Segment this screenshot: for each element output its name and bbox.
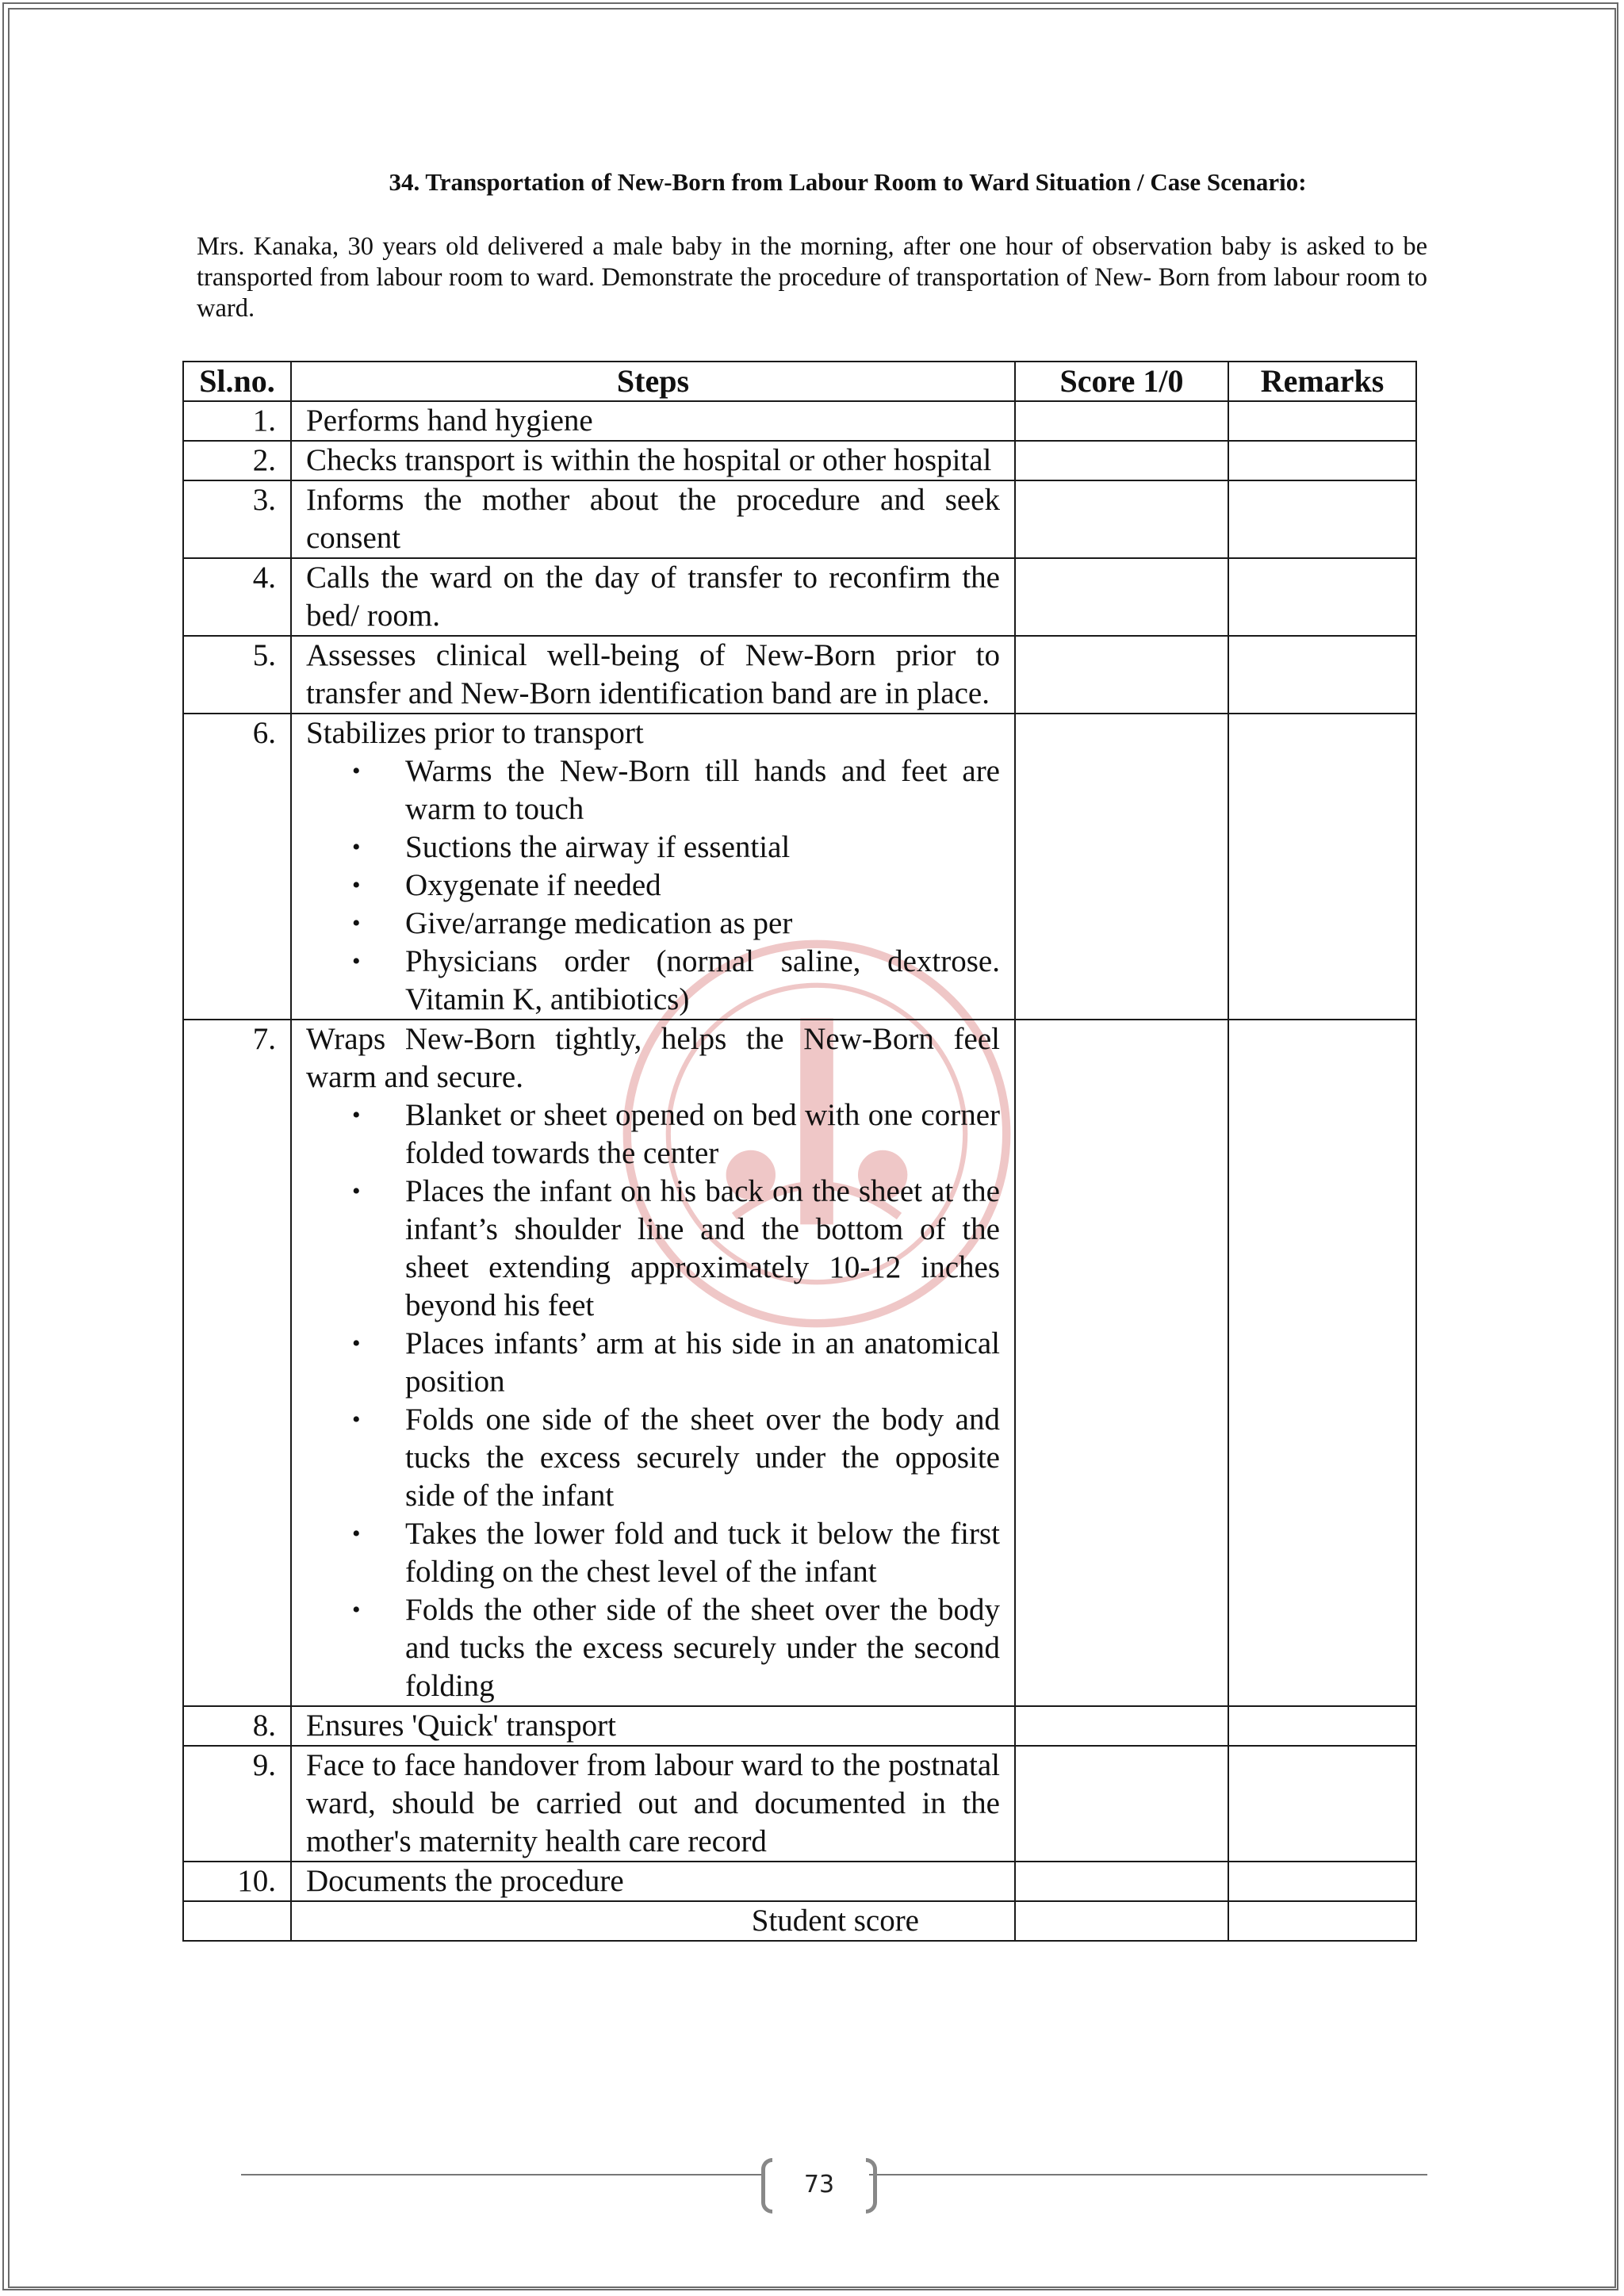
bullet-text: Places infants’ arm at his side in an anatomical position [405, 1326, 1000, 1399]
step-number: 2. [183, 441, 291, 480]
step-text: Ensures 'Quick' transport [306, 1709, 616, 1743]
footer-rule-left [241, 2174, 764, 2175]
step-number: 9. [183, 1746, 291, 1862]
step-cell [291, 714, 1015, 1020]
step-bullet-item [306, 867, 1000, 905]
bullet-text: Suctions the airway if essential [405, 830, 791, 864]
bullet-icon: • [352, 1178, 361, 1204]
empty-num-cell [183, 1901, 291, 1941]
remarks-cell [1228, 1746, 1416, 1862]
step-cell [291, 636, 1015, 714]
step-bullet-item [306, 943, 1000, 1019]
page-number: 73 [803, 2171, 835, 2198]
step-cell [291, 1746, 1015, 1862]
step-number: 6. [183, 714, 291, 1020]
score-cell [1015, 1020, 1228, 1706]
case-scenario-text: Mrs. Kanaka, 30 years old delivered a male baby in the morning, after one hour of observation baby is asked to be transported from labour room to ward. Demonstrate the procedure of transportation of New- Born from labour room to ward. [197, 232, 1427, 323]
table-row [183, 1746, 1416, 1862]
step-number: 1. [183, 401, 291, 441]
score-cell [1015, 1706, 1228, 1746]
step-text: Calls the ward on the day of transfer to reconfirm the bed/ room. [306, 561, 1000, 633]
student-score-remarks [1228, 1901, 1416, 1941]
bullet-text: Folds one side of the sheet over the body and tucks the excess securely under the opposite side of the infant [405, 1402, 1000, 1513]
remarks-cell [1228, 1020, 1416, 1706]
bullet-text: Blanket or sheet opened on bed with one corner folded towards the center [405, 1098, 1000, 1170]
step-bullet-item [306, 1591, 1000, 1705]
student-score-label: Student score [291, 1901, 1015, 1941]
header-score: Score 1/0 [1015, 362, 1228, 401]
step-cell [291, 401, 1015, 441]
page-title: 34. Transportation of New-Born from Labour Room to Ward Situation / Case Scenario: [389, 168, 1307, 196]
remarks-cell [1228, 441, 1416, 480]
step-bullet-item [306, 1515, 1000, 1591]
score-cell [1015, 1862, 1228, 1901]
bullet-text: Oxygenate if needed [405, 868, 661, 902]
bullet-icon: • [352, 872, 361, 898]
table-row [183, 441, 1416, 480]
bullet-text: Warms the New-Born till hands and feet are warm to touch [405, 754, 1000, 826]
bullet-text: Physicians order (normal saline, dextrose. Vitamin K, antibiotics) [405, 944, 1000, 1016]
step-bullet-list [306, 1096, 1000, 1705]
step-text: Stabilizes prior to transport [306, 716, 644, 750]
step-bullet-item [306, 752, 1000, 828]
table-row [183, 558, 1416, 636]
step-bullet-item [306, 1401, 1000, 1515]
bullet-icon: • [352, 948, 361, 974]
step-cell [291, 1706, 1015, 1746]
bullet-icon: • [352, 1597, 361, 1623]
bullet-icon: • [352, 1102, 361, 1128]
bullet-text: Give/arrange medication as per [405, 906, 793, 940]
bullet-text: Folds the other side of the sheet over the body and tucks the excess securely under the second folding [405, 1593, 1000, 1703]
step-bullet-item [306, 828, 1000, 867]
footer-rule-right [869, 2174, 1427, 2175]
step-text: Documents the procedure [306, 1864, 624, 1898]
remarks-cell [1228, 714, 1416, 1020]
table-row [183, 401, 1416, 441]
assessment-table [182, 361, 1417, 1942]
step-text: Wraps New-Born tightly, helps the New-Born feel warm and secure. [306, 1022, 1000, 1094]
student-score-row [183, 1901, 1416, 1941]
step-number: 10. [183, 1862, 291, 1901]
step-text: Performs hand hygiene [306, 404, 593, 438]
score-cell [1015, 401, 1228, 441]
bullet-text: Takes the lower fold and tuck it below the first folding on the chest level of the infant [405, 1517, 1000, 1589]
step-bullet-item [306, 1173, 1000, 1325]
bullet-icon: • [352, 910, 361, 936]
table-header-row [183, 362, 1416, 401]
step-text: Checks transport is within the hospital or other hospital [306, 443, 992, 477]
score-cell [1015, 1746, 1228, 1862]
score-cell [1015, 636, 1228, 714]
step-bullet-item [306, 905, 1000, 943]
step-cell [291, 480, 1015, 558]
step-text: Informs the mother about the procedure and seek consent [306, 483, 1000, 555]
score-cell [1015, 714, 1228, 1020]
remarks-cell [1228, 1706, 1416, 1746]
remarks-cell [1228, 401, 1416, 441]
remarks-cell [1228, 636, 1416, 714]
step-bullet-list [306, 752, 1000, 1019]
table-row [183, 480, 1416, 558]
table-row [183, 1020, 1416, 1706]
bullet-icon: • [352, 1330, 361, 1357]
header-steps: Steps [291, 362, 1015, 401]
step-number: 3. [183, 480, 291, 558]
step-cell [291, 1020, 1015, 1706]
step-bullet-item [306, 1325, 1000, 1401]
header-remarks: Remarks [1228, 362, 1416, 401]
remarks-cell [1228, 480, 1416, 558]
remarks-cell [1228, 1862, 1416, 1901]
step-number: 5. [183, 636, 291, 714]
table-body [183, 401, 1416, 1941]
bullet-icon: • [352, 1521, 361, 1547]
step-bullet-item [306, 1096, 1000, 1173]
step-number: 8. [183, 1706, 291, 1746]
remarks-cell [1228, 558, 1416, 636]
step-number: 7. [183, 1020, 291, 1706]
bullet-icon: • [352, 758, 361, 784]
score-cell [1015, 441, 1228, 480]
step-cell [291, 441, 1015, 480]
score-cell [1015, 480, 1228, 558]
table-row [183, 1862, 1416, 1901]
step-text: Face to face handover from labour ward to the postnatal ward, should be carried out and documented in the mother's maternity health care record [306, 1748, 1000, 1858]
page-number-bracket-right [866, 2158, 877, 2214]
table-row [183, 1706, 1416, 1746]
score-cell [1015, 558, 1228, 636]
step-number: 4. [183, 558, 291, 636]
page-number-bracket-left [761, 2158, 772, 2214]
step-cell [291, 558, 1015, 636]
bullet-icon: • [352, 834, 361, 860]
step-cell [291, 1862, 1015, 1901]
step-text: Assesses clinical well-being of New-Born prior to transfer and New-Born identification band are in place. [306, 638, 1000, 710]
bullet-text: Places the infant on his back on the sheet at the infant’s shoulder line and the bottom of the sheet extending approximately 10-12 inches beyond his feet [405, 1174, 1000, 1322]
student-score-value [1015, 1901, 1228, 1941]
table-row [183, 714, 1416, 1020]
bullet-icon: • [352, 1406, 361, 1433]
table-row [183, 636, 1416, 714]
header-slno: Sl.no. [183, 362, 291, 401]
